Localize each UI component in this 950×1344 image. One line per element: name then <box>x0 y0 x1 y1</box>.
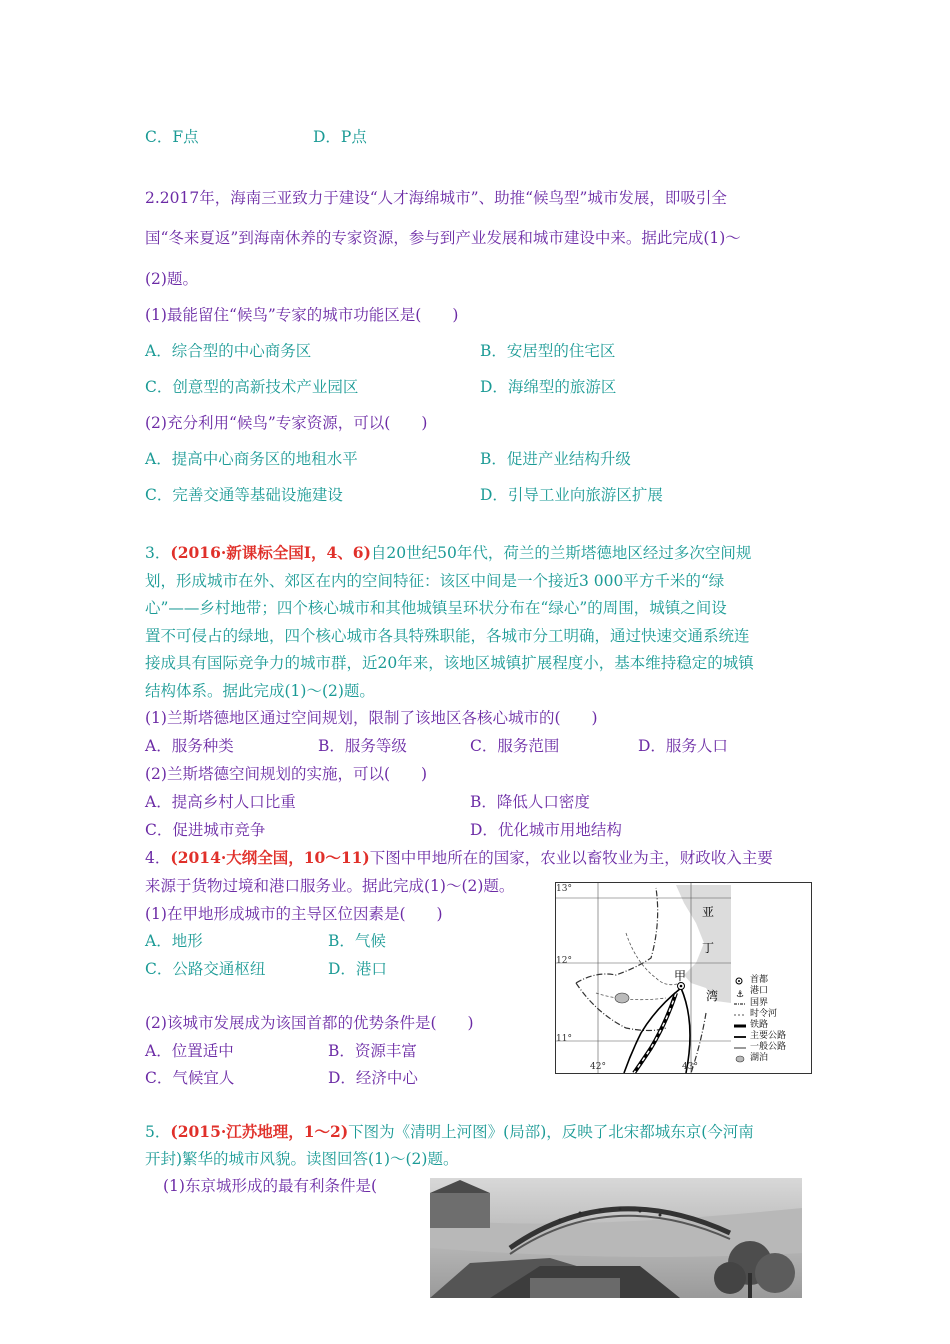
q2-sub2-option-b: B．促进产业结构升级 <box>480 450 631 468</box>
svg-text:⚓: ⚓ <box>736 990 745 1000</box>
q3-stem-line-4: 置不可侵占的绿地，四个核心城市各具特殊职能，各城市分工明确，通过快速交通系统连 <box>145 627 750 645</box>
q2-stem-line-3: (2)题。 <box>145 270 198 288</box>
q3-first-line <box>145 543 751 563</box>
q2-sub1-option-b: B．安居型的住宅区 <box>480 342 616 360</box>
q2-sub1-option-a: A．综合型的中心商务区 <box>145 342 312 360</box>
q3-sub2-option-c: C．促进城市竞争 <box>145 821 266 839</box>
q4-sub1-option-a: A．地形 <box>145 932 203 950</box>
q3-sub2-option-b: B．降低人口密度 <box>470 793 590 811</box>
q3-stem-line-2: 划，形成城市在外、郊区在内的空间特征：该区中间是一个接近3 000平方千米的“绿 <box>145 572 725 590</box>
map-legend-main-road: 主要公路 <box>750 1031 787 1041</box>
q2-sub2-option-a: A．提高中心商务区的地租水平 <box>145 450 358 468</box>
map-lat-12: 12° <box>556 956 572 966</box>
q3-sub2: (2)兰斯塔德空间规划的实施，可以( ) <box>145 765 428 783</box>
q3-source: (2016·新课标全国Ⅰ，4、6) <box>170 543 371 562</box>
q3-stem-line-3: 心”——乡村地带；四个核心城市和其他城镇呈环状分布在“绿心”的周围，城镇之间设 <box>145 599 727 617</box>
q3-sub2-option-a: A．提高乡村人口比重 <box>145 793 296 811</box>
map-lon-43: 43° <box>682 1062 698 1072</box>
map-place-jia: 甲 <box>674 969 687 983</box>
q3-sub1-option-d: D．服务人口 <box>638 737 728 755</box>
q2-sub2-option-c: C．完善交通等基础设施建设 <box>145 486 343 504</box>
q3-number: 3． <box>145 544 171 562</box>
map-legend-port: 港口 <box>750 986 769 996</box>
q4-sub2: (2)该城市发展成为该国首都的优势条件是( ) <box>145 1014 474 1032</box>
q5-source: (2015·江苏地理，1～2) <box>170 1122 349 1141</box>
map-legend-seasonal-river: 时令河 <box>750 1009 778 1019</box>
q1-option-c: C．F点 <box>145 128 199 146</box>
q4-sub2-option-b: B．资源丰富 <box>328 1042 417 1060</box>
q4-sub1-option-c: C．公路交通枢纽 <box>145 960 266 978</box>
q4-number: 4． <box>145 849 171 867</box>
q4-map <box>555 882 812 1074</box>
q5-number: 5． <box>145 1123 171 1141</box>
q2-stem-line-2: 国“冬来夏返”到海南休养的专家资源，参与到产业发展和城市建设中来。据此完成(1)～ <box>145 229 741 247</box>
q2-sub2-option-d: D．引导工业向旅游区扩展 <box>480 486 663 504</box>
q4-stem-first: 下图中甲地所在的国家，农业以畜牧业为主，财政收入主要 <box>369 849 773 867</box>
q3-sub1-option-a: A．服务种类 <box>145 737 234 755</box>
q5-stem-line-2: 开封)繁华的城市风貌。读图回答(1)～(2)题。 <box>145 1150 459 1168</box>
q4-first-line <box>145 848 773 868</box>
map-legend-railway: 铁路 <box>750 1020 769 1030</box>
q3-stem-first: 自20世纪50年代，荷兰的兰斯塔德地区经过多次空间规 <box>370 544 752 562</box>
q4-sub1-option-d: D．港口 <box>328 960 387 978</box>
q5-stem-first: 下图为《清明上河图》(局部)，反映了北宋都城东京(今河南 <box>348 1123 754 1141</box>
q4-sub2-option-c: C．气候宜人 <box>145 1069 235 1087</box>
map-legend-capital: 首都 <box>750 975 769 985</box>
q4-source: (2014·大纲全国，10～11) <box>170 848 370 867</box>
q4-sub2-option-a: A．位置适中 <box>145 1042 234 1060</box>
q4-sub2-option-d: D．经济中心 <box>328 1069 418 1087</box>
map-legend-lake: 湖泊 <box>750 1053 769 1063</box>
q2-sub1-option-d: D．海绵型的旅游区 <box>480 378 617 396</box>
q3-stem-line-5: 接成具有国际竞争力的城市群，近20年来，该地区城镇扩展程度小，基本维持稳定的城镇 <box>145 654 754 672</box>
q4-stem-line-2: 来源于货物过境和港口服务业。据此完成(1)～(2)题。 <box>145 877 515 895</box>
map-legend-road: 一般公路 <box>750 1042 787 1052</box>
q2-stem-line-1: 2.2017年，海南三亚致力于建设“人才海绵城市”、助推“候鸟型”城市发展，即吸引全 <box>145 189 727 207</box>
q2-sub1: (1)最能留住“候鸟”专家的城市功能区是( ) <box>145 306 459 324</box>
q3-sub1: (1)兰斯塔德地区通过空间规划，限制了该地区各核心城市的( ) <box>145 709 598 727</box>
qingming-painting-image <box>430 1178 802 1298</box>
q2-sub1-option-c: C．创意型的高新技术产业园区 <box>145 378 359 396</box>
map-sea-label-3: 湾 <box>706 989 719 1003</box>
q3-stem-line-6: 结构体系。据此完成(1)～(2)题。 <box>145 682 375 700</box>
q3-sub2-option-d: D．优化城市用地结构 <box>470 821 622 839</box>
q4-sub1: (1)在甲地形成城市的主导区位因素是( ) <box>145 905 443 923</box>
q3-sub1-option-b: B．服务等级 <box>318 737 407 755</box>
q2-sub2: (2)充分利用“候鸟”专家资源，可以( ) <box>145 414 428 432</box>
map-lon-42: 42° <box>590 1062 606 1072</box>
map-legend-border: 国界 <box>750 998 769 1008</box>
q5-first-line <box>145 1122 754 1142</box>
q5-sub1: (1)东京城形成的最有利条件是( <box>163 1177 378 1195</box>
q4-sub1-option-b: B．气候 <box>328 932 386 950</box>
map-sea-label-2: 丁 <box>702 941 715 955</box>
q3-sub1-option-c: C．服务范围 <box>470 737 560 755</box>
map-sea-label-1: 亚 <box>702 905 715 919</box>
map-lat-11: 11° <box>556 1034 572 1044</box>
q1-option-d: D．P点 <box>313 128 367 146</box>
map-lat-13: 13° <box>556 884 572 894</box>
